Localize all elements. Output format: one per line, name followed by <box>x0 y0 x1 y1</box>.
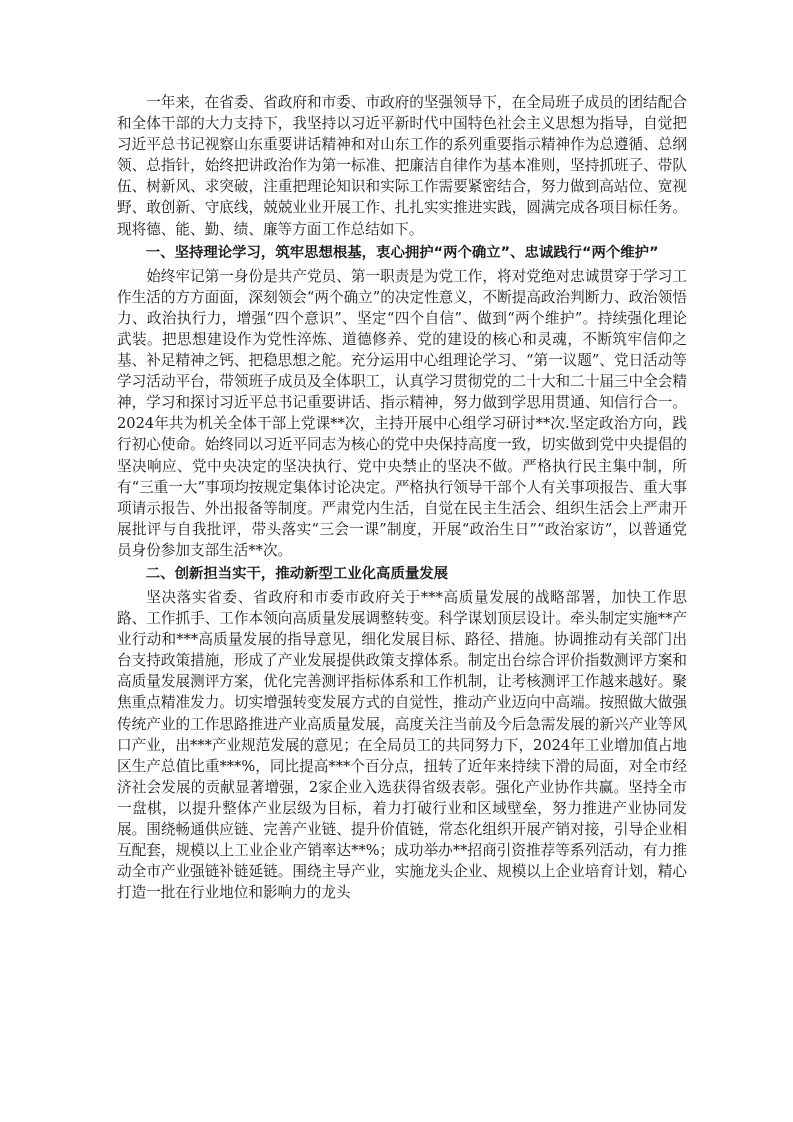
intro-paragraph: 一年来，在省委、省政府和市委、市政府的坚强领导下，在全局班子成员的团结配合和全体干部的大力支持下，我坚持以习近平新时代中国特色社会主义思想为指导，自觉把习近平总书记视察山东重要讲话精神和对山东工作的系列重要指示精神作为总遵循、总纲领、总指针，始终把讲政治作为第一标准、把廉洁自律作为基本准则，坚持抓班子、带队伍、树新风、求突破，注重把理论知识和实际工作需要紧密结合，努力做到高站位、宽视野、敢创新、守底线，兢兢业业开展工作、扎扎实实推进实践，圆满完成各项目标任务。现将德、能、勤、绩、廉等方面工作总结如下。 <box>117 94 687 238</box>
section-2-heading: 二、创新担当实干，推动新型工业化高质量发展 <box>145 565 449 582</box>
document-page <box>117 92 687 903</box>
section-1-heading: 一、坚持理论学习，筑牢思想根基，衷心拥护“两个确立”、忠诚践行“两个维护” <box>145 244 659 261</box>
section-1-paragraph: 始终牢记第一身份是共产党员、第一职责是为党工作，将对党绝对忠诚贯穿于学习工作生活的方方面面，深刻领会“两个确立”的决定性意义，不断提高政治判断力、政治领悟力、政治执行力，增强“四个意识”、坚定“四个自信”、做到“两个维护”。持续强化理论武装。把思想建设作为党性淬炼、道德修养、党的建设的核心和灵魂，不断筑牢信仰之基、补足精神之钙、把稳思想之舵。充分运用中心组理论学习、“第一议题”、党日活动等学习活动平台，带领班子成员及全体职工，认真学习贯彻党的二十大和二十届三中全会精神，学习和探讨习近平总书记重要讲话、指示精神，努力做到学思用贯通、知信行合一。2024年共为机关全体干部上党课**次，主持开展中心组学习研讨**次.坚定政治方向，践行初心使命。始终同以习近平同志为核心的党中央保持高度一致，切实做到党中央提倡的坚决响应、党中央决定的坚决执行、党中央禁止的坚决不做。严格执行民主集中制，所有“三重一大”事项均按规定集体讨论决定。严格执行领导干部个人有关事项报告、重大事项请示报告、外出报备等制度。严肃党内生活，自觉在民主生活会、组织生活会上严肃开展批评与自我批评，带头落实“三会一课”制度，开展“政治生日”“政治家访”，以普通党员身份参加支部生活**次。 <box>117 267 687 559</box>
section-2-paragraph: 坚决落实省委、省政府和市委市政府关于***高质量发展的战略部署，加快工作思路、工作抓手、工作本领向高质量发展调整转变。科学谋划顶层设计。牵头制定实施**产业行动和***高质量发展的指导意见，细化发展目标、路径、措施。协调推动有关部门出台支持政策措施，形成了产业发展提供政策支撑体系。制定出台综合评价指数测评方案和高质量发展测评方案，优化完善测评指标体系和工作机制，让考核测评工作越来越好。聚焦重点精准发力。切实增强转变发展方式的自觉性，推动产业迈向中高端。按照做大做强传统产业的工作思路推进产业高质量发展，高度关注当前及今后急需发展的新兴产业等风口产业，出***产业规范发展的意见；在全局员工的共同努力下，2024年工业增加值占地区生产总值比重***%，同比提高***个百分点，扭转了近年来持续下滑的局面，对全市经济社会发展的贡献显著增强，2家企业入选获得省级表彰。强化产业协作共赢。坚持全市一盘棋，以提升整体产业层级为目标，着力打破行业和区域壁垒，努力推进产业协同发展。围绕畅通供应链、完善产业链、提升价值链，常态化组织开展产销对接，引导企业相互配套，规模以上工业企业产销率达**%；成功举办**招商引资推荐等系列活动，有力推动全市产业强链补链延链。围绕主导产业，实施龙头企业、规模以上企业培育计划，精心打造一批在行业地位和影响力的龙头 <box>117 588 687 902</box>
